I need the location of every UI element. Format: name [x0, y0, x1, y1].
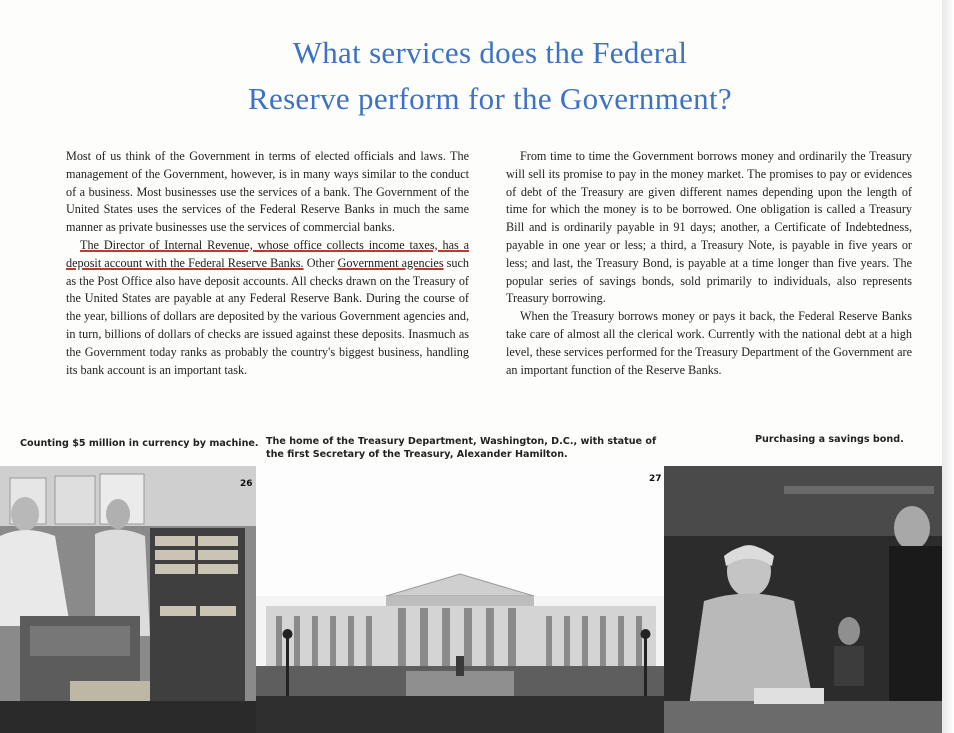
right-text-column — [506, 148, 912, 379]
photo-savings-bond-purchase — [664, 466, 942, 733]
left-text-column — [66, 148, 469, 379]
caption-savings-bond: Purchasing a savings bond. — [755, 434, 904, 445]
page-edge — [942, 0, 954, 733]
paragraph-connector: Other — [303, 255, 338, 270]
underlined-phrase: Government agencies — [337, 255, 444, 270]
title-line-2: Reserve perform for the Government? — [248, 81, 732, 116]
currency-counting-scene — [0, 466, 256, 733]
caption-currency-machine: Counting $5 million in currency by machine. — [20, 438, 259, 449]
title-line-1: What services does the Federal — [292, 35, 688, 70]
page-number-26: 26 — [240, 479, 253, 489]
right-paragraph-1: From time to time the Government borrows money and ordinarily the Treasury will sell its promise to pay in the money market. The promises to pay or evidences of debt of the Treasury are given different names depending upon the length of time for which the money is to be borrowed. One obligation is called a Treasury Bill and is ordinarily payable in 91 days; another, a Certificate of Indebtedness, payable in one year or less; a third, a Treasury Note, is payable in five years or less; and last, the Treasury Bond, is payable at a time longer than five years. The popular series of savings bonds, sold primarily to individuals, also represents Treasury borrowing. — [506, 149, 912, 306]
left-paragraph-1: Most of us think of the Government in terms of elected officials and laws. The management of the Government, however, is in many ways similar to the conduct of a business. Most businesses use the services of a bank. The Government of the United States uses the services of the Federal Reserve Banks in much the same manner as private businesses use the services of commercial banks. — [66, 149, 469, 235]
underlined-sentence: The Director of Internal Revenue, whose office collects income taxes, has a deposit account with the Federal Reserve Banks. — [66, 237, 469, 270]
page-title — [150, 30, 830, 122]
right-paragraph-2: When the Treasury borrows money or pays it back, the Federal Reserve Banks take care of almost all the clerical work. Currently with the national debt at a high level, these services performed for the Treasury Department of the Government are an important function of the Reserve Banks. — [506, 309, 912, 377]
left-paragraph-2 — [66, 237, 469, 379]
caption-treasury-building: The home of the Treasury Department, Washington, D.C., with statue of the first Secretary of the Treasury, Alexander Hamilton. — [266, 436, 657, 460]
photo-treasury-building — [256, 466, 664, 733]
treasury-building-scene — [256, 466, 664, 733]
left-paragraph-2-rest: such as the Post Office also have deposit accounts. All checks drawn on the Treasury of the United States are payable at any Federal Reserve Bank. During the course of the year, billions of dollars are deposited by the various Government agencies and, in turn, billions of dollars of checks are issued against these deposits. Inasmuch as the Government today ranks as probably the country's biggest business, handling its bank account is an important task. — [66, 255, 470, 377]
page-number-27: 27 — [649, 474, 662, 484]
savings-bond-scene — [664, 466, 942, 733]
photo-counting-currency — [0, 466, 256, 733]
